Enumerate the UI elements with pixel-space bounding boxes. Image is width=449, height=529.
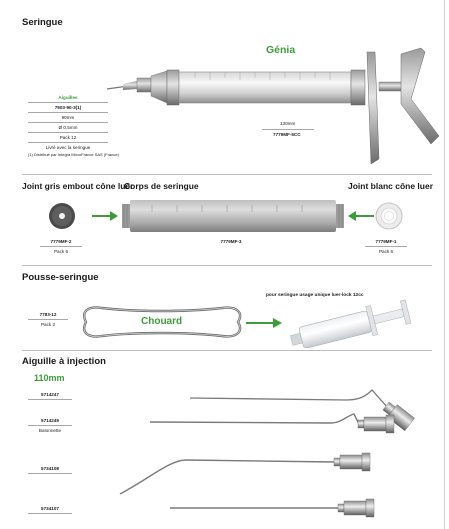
needle-ref-4: 5734107	[41, 506, 59, 511]
needle-ref-3: 5734108	[41, 466, 59, 471]
brand-genia: Génia	[266, 44, 296, 56]
section-separator	[22, 350, 432, 351]
divider	[28, 513, 72, 514]
pusher-pack: Pack 2	[40, 322, 56, 327]
divider	[28, 425, 72, 426]
divider	[365, 246, 407, 247]
section-title-pousse-seringue: Pousse-seringue	[22, 272, 99, 283]
luer-lock-syringe-illustration	[284, 296, 434, 348]
divider	[28, 122, 108, 123]
syringe-length: 130mm	[280, 121, 296, 126]
needle-ref-1: 5714247	[41, 392, 59, 397]
needle-info-block	[28, 95, 119, 157]
needle-ref-block-4	[28, 506, 72, 516]
injection-needles-illustration	[110, 378, 435, 526]
part-ref-right: 7779MF-1	[375, 239, 397, 244]
genia-syringe-illustration	[105, 44, 445, 169]
syringe-ref: 7779MF-5CC	[273, 132, 301, 137]
divider	[28, 132, 108, 133]
part-ref-center-block	[210, 239, 252, 244]
needle-ref-block-1	[28, 392, 72, 402]
needle-ref-block-3	[28, 466, 72, 476]
part-pack-left: Pack 6	[53, 249, 69, 254]
grey-joint-illustration	[47, 201, 77, 231]
needle-info-length: 90mm	[61, 115, 75, 120]
pusher-ref-block	[28, 312, 68, 327]
divider	[40, 246, 82, 247]
divider	[28, 112, 108, 113]
needle-info-note: Livré avec la seringue	[45, 145, 91, 150]
needle-info-distributor: (1) Distribué par Integra MicroFrance SAS (France)	[28, 152, 119, 157]
divider	[28, 142, 108, 143]
needle-ref-block-2	[28, 418, 72, 433]
pusher-note: pour seringue usage unique luer-lock 12cc	[266, 293, 364, 298]
divider	[262, 129, 314, 130]
part-ref-left-block	[40, 239, 82, 254]
pusher-ref: 7783-12	[39, 312, 57, 317]
arrow-left-icon	[348, 211, 374, 221]
syringe-body-illustration	[122, 199, 344, 233]
section-title-seringue: Seringue	[22, 17, 63, 28]
divider	[28, 319, 68, 320]
section-separator	[22, 265, 432, 266]
part-ref-center: 7779MF-3	[220, 239, 242, 244]
needle-length: 110mm	[34, 373, 65, 383]
white-joint-illustration	[374, 201, 404, 231]
needle-info-diameter: Ø 0,5mm	[58, 125, 78, 130]
needle-info-ref: 7903-90-3(1)	[54, 105, 82, 110]
arrow-right-icon	[92, 211, 118, 221]
part-ref-left: 7779MF-2	[50, 239, 72, 244]
section-separator	[22, 174, 432, 175]
part-title-left: Joint gris embout cône luer	[22, 181, 134, 191]
part-ref-right-block	[365, 239, 407, 254]
divider	[28, 399, 72, 400]
divider	[28, 473, 72, 474]
divider	[28, 102, 108, 103]
needle-info-label: Aiguilles	[58, 95, 78, 100]
needle-ref-2: 5714249	[41, 418, 59, 423]
needle-sub-2: Baïonnette	[38, 428, 62, 433]
arrow-right-icon	[246, 318, 282, 328]
part-pack-right: Pack 6	[378, 249, 394, 254]
part-title-right: Joint blanc cône luer	[348, 181, 434, 191]
brand-chouard: Chouard	[141, 316, 183, 327]
section-title-aiguille-injection: Aiguille à injection	[22, 356, 106, 367]
needle-info-pack: Pack 12	[59, 135, 77, 140]
part-title-center: Corps de seringue	[124, 181, 199, 191]
